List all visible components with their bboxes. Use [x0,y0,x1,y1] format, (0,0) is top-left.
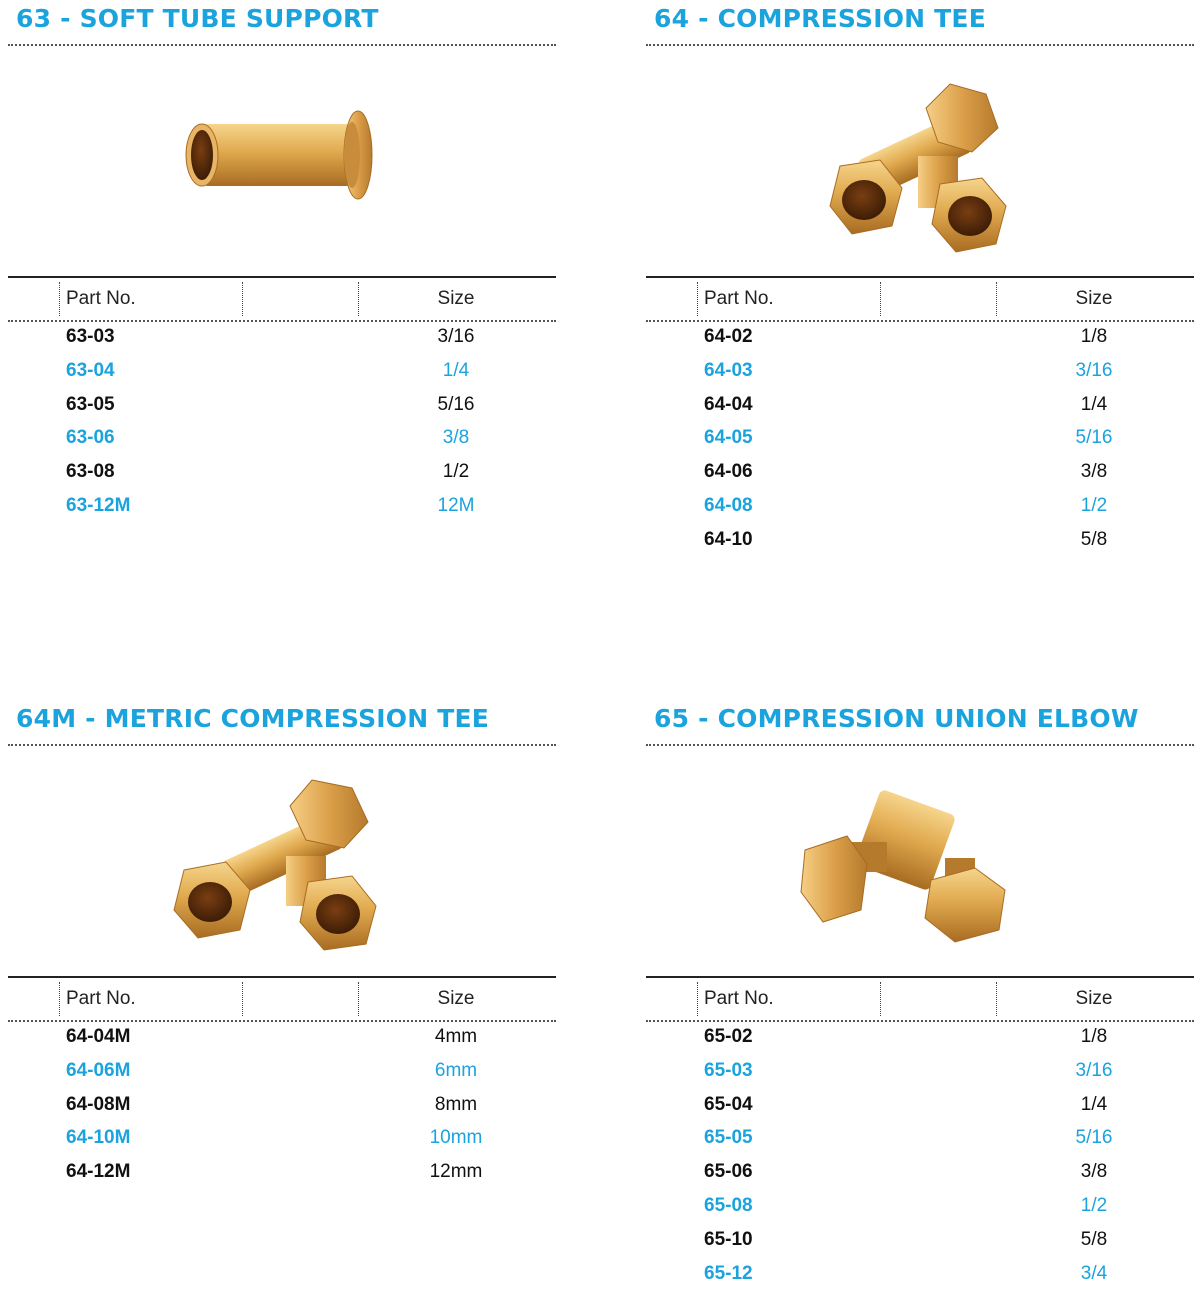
table-row [646,457,1194,491]
size-value: 3/16 [437,326,475,347]
table-header [8,976,556,1022]
table-row [646,1056,1194,1090]
part-no: 65-08 [704,1194,753,1216]
table-row [8,390,556,424]
parts-table [8,276,556,525]
part-no: 64-04 [704,393,753,415]
table-row [8,457,556,491]
table-header [8,276,556,322]
header-size: Size [437,988,475,1009]
section-63 [8,4,556,564]
parts-table [646,976,1194,1292]
header-size: Size [1075,288,1113,309]
table-row [8,1090,556,1124]
table-row [646,356,1194,390]
part-no: 65-05 [704,1127,753,1149]
header-part-no: Part No. [66,988,136,1009]
part-no: 64-03 [704,359,753,381]
section-64 [646,4,1194,564]
table-row [8,322,556,356]
compression-union-elbow-image [795,780,1045,950]
part-no: 65-06 [704,1161,753,1183]
part-no: 64-10 [704,528,753,550]
section-title: 64M - METRIC COMPRESSION TEE [16,704,490,733]
table-row [646,1123,1194,1157]
table-row [646,1157,1194,1191]
soft-tube-support-image [162,82,402,222]
part-no: 63-08 [66,461,115,483]
size-value: 8mm [434,1093,478,1115]
size-value: 4mm [434,1026,478,1047]
size-value: 1/8 [1080,326,1108,347]
size-value: 3/16 [1075,359,1113,381]
size-value: 1/8 [1080,1026,1108,1047]
size-value: 1/2 [1080,494,1108,516]
part-no: 64-06 [704,461,753,483]
table-row [8,1022,556,1056]
part-no: 64-08 [704,494,753,516]
size-value: 1/4 [442,359,470,381]
size-value: 3/8 [1080,461,1108,483]
size-value: 5/8 [1080,1228,1108,1250]
table-row [646,1225,1194,1259]
header-part-no: Part No. [704,988,774,1009]
part-no: 63-03 [66,326,115,347]
table-header [646,976,1194,1022]
section-title: 63 - SOFT TUBE SUPPORT [16,4,379,33]
size-value: 6mm [434,1059,478,1081]
part-no: 64-08M [66,1093,131,1115]
size-value: 10mm [429,1127,483,1149]
title-divider [646,744,1194,746]
size-value: 1/4 [1080,1093,1108,1115]
part-no: 64-05 [704,427,753,449]
title-divider [8,44,556,46]
table-row [646,1191,1194,1225]
header-size: Size [437,288,475,309]
part-no: 63-05 [66,393,115,415]
size-value: 1/2 [442,461,470,483]
section-title: 64 - COMPRESSION TEE [654,4,986,33]
title-divider [646,44,1194,46]
header-part-no: Part No. [66,288,136,309]
section-64m [8,704,556,1264]
table-row [8,1056,556,1090]
metric-compression-tee-image [162,774,402,954]
section-title: 65 - COMPRESSION UNION ELBOW [654,704,1139,733]
parts-table [8,976,556,1191]
table-row [8,356,556,390]
table-header [646,276,1194,322]
header-size: Size [1075,988,1113,1009]
section-65 [646,704,1194,1284]
table-row [8,423,556,457]
part-no: 63-06 [66,427,115,449]
header-part-no: Part No. [704,288,774,309]
title-divider [8,744,556,746]
table-row [8,1157,556,1191]
part-no: 64-10M [66,1127,131,1149]
size-value: 3/16 [1075,1059,1113,1081]
part-no: 64-04M [66,1026,131,1047]
table-row [646,423,1194,457]
size-value: 5/16 [1075,1127,1113,1149]
part-no: 63-12M [66,494,131,516]
part-no: 65-02 [704,1026,753,1047]
part-no: 64-02 [704,326,753,347]
size-value: 12M [437,494,475,516]
part-no: 65-03 [704,1059,753,1081]
size-value: 1/4 [1080,393,1108,415]
part-no: 65-10 [704,1228,753,1250]
table-row [8,491,556,525]
size-value: 12mm [429,1161,483,1183]
table-row [646,1022,1194,1056]
size-value: 1/2 [1080,1194,1108,1216]
part-no: 65-04 [704,1093,753,1115]
table-row [646,390,1194,424]
part-no: 65-12 [704,1262,753,1284]
table-row [646,1259,1194,1292]
compression-tee-image [800,76,1040,266]
size-value: 5/16 [437,393,475,415]
part-no: 64-12M [66,1161,131,1183]
part-no: 63-04 [66,359,115,381]
size-value: 3/8 [442,427,470,449]
table-row [646,1090,1194,1124]
size-value: 5/16 [1075,427,1113,449]
table-row [8,1123,556,1157]
part-no: 64-06M [66,1059,131,1081]
size-value: 3/4 [1080,1262,1108,1284]
size-value: 3/8 [1080,1161,1108,1183]
table-row [646,322,1194,356]
table-row [646,525,1194,559]
size-value: 5/8 [1080,528,1108,550]
parts-table [646,276,1194,559]
table-row [646,491,1194,525]
